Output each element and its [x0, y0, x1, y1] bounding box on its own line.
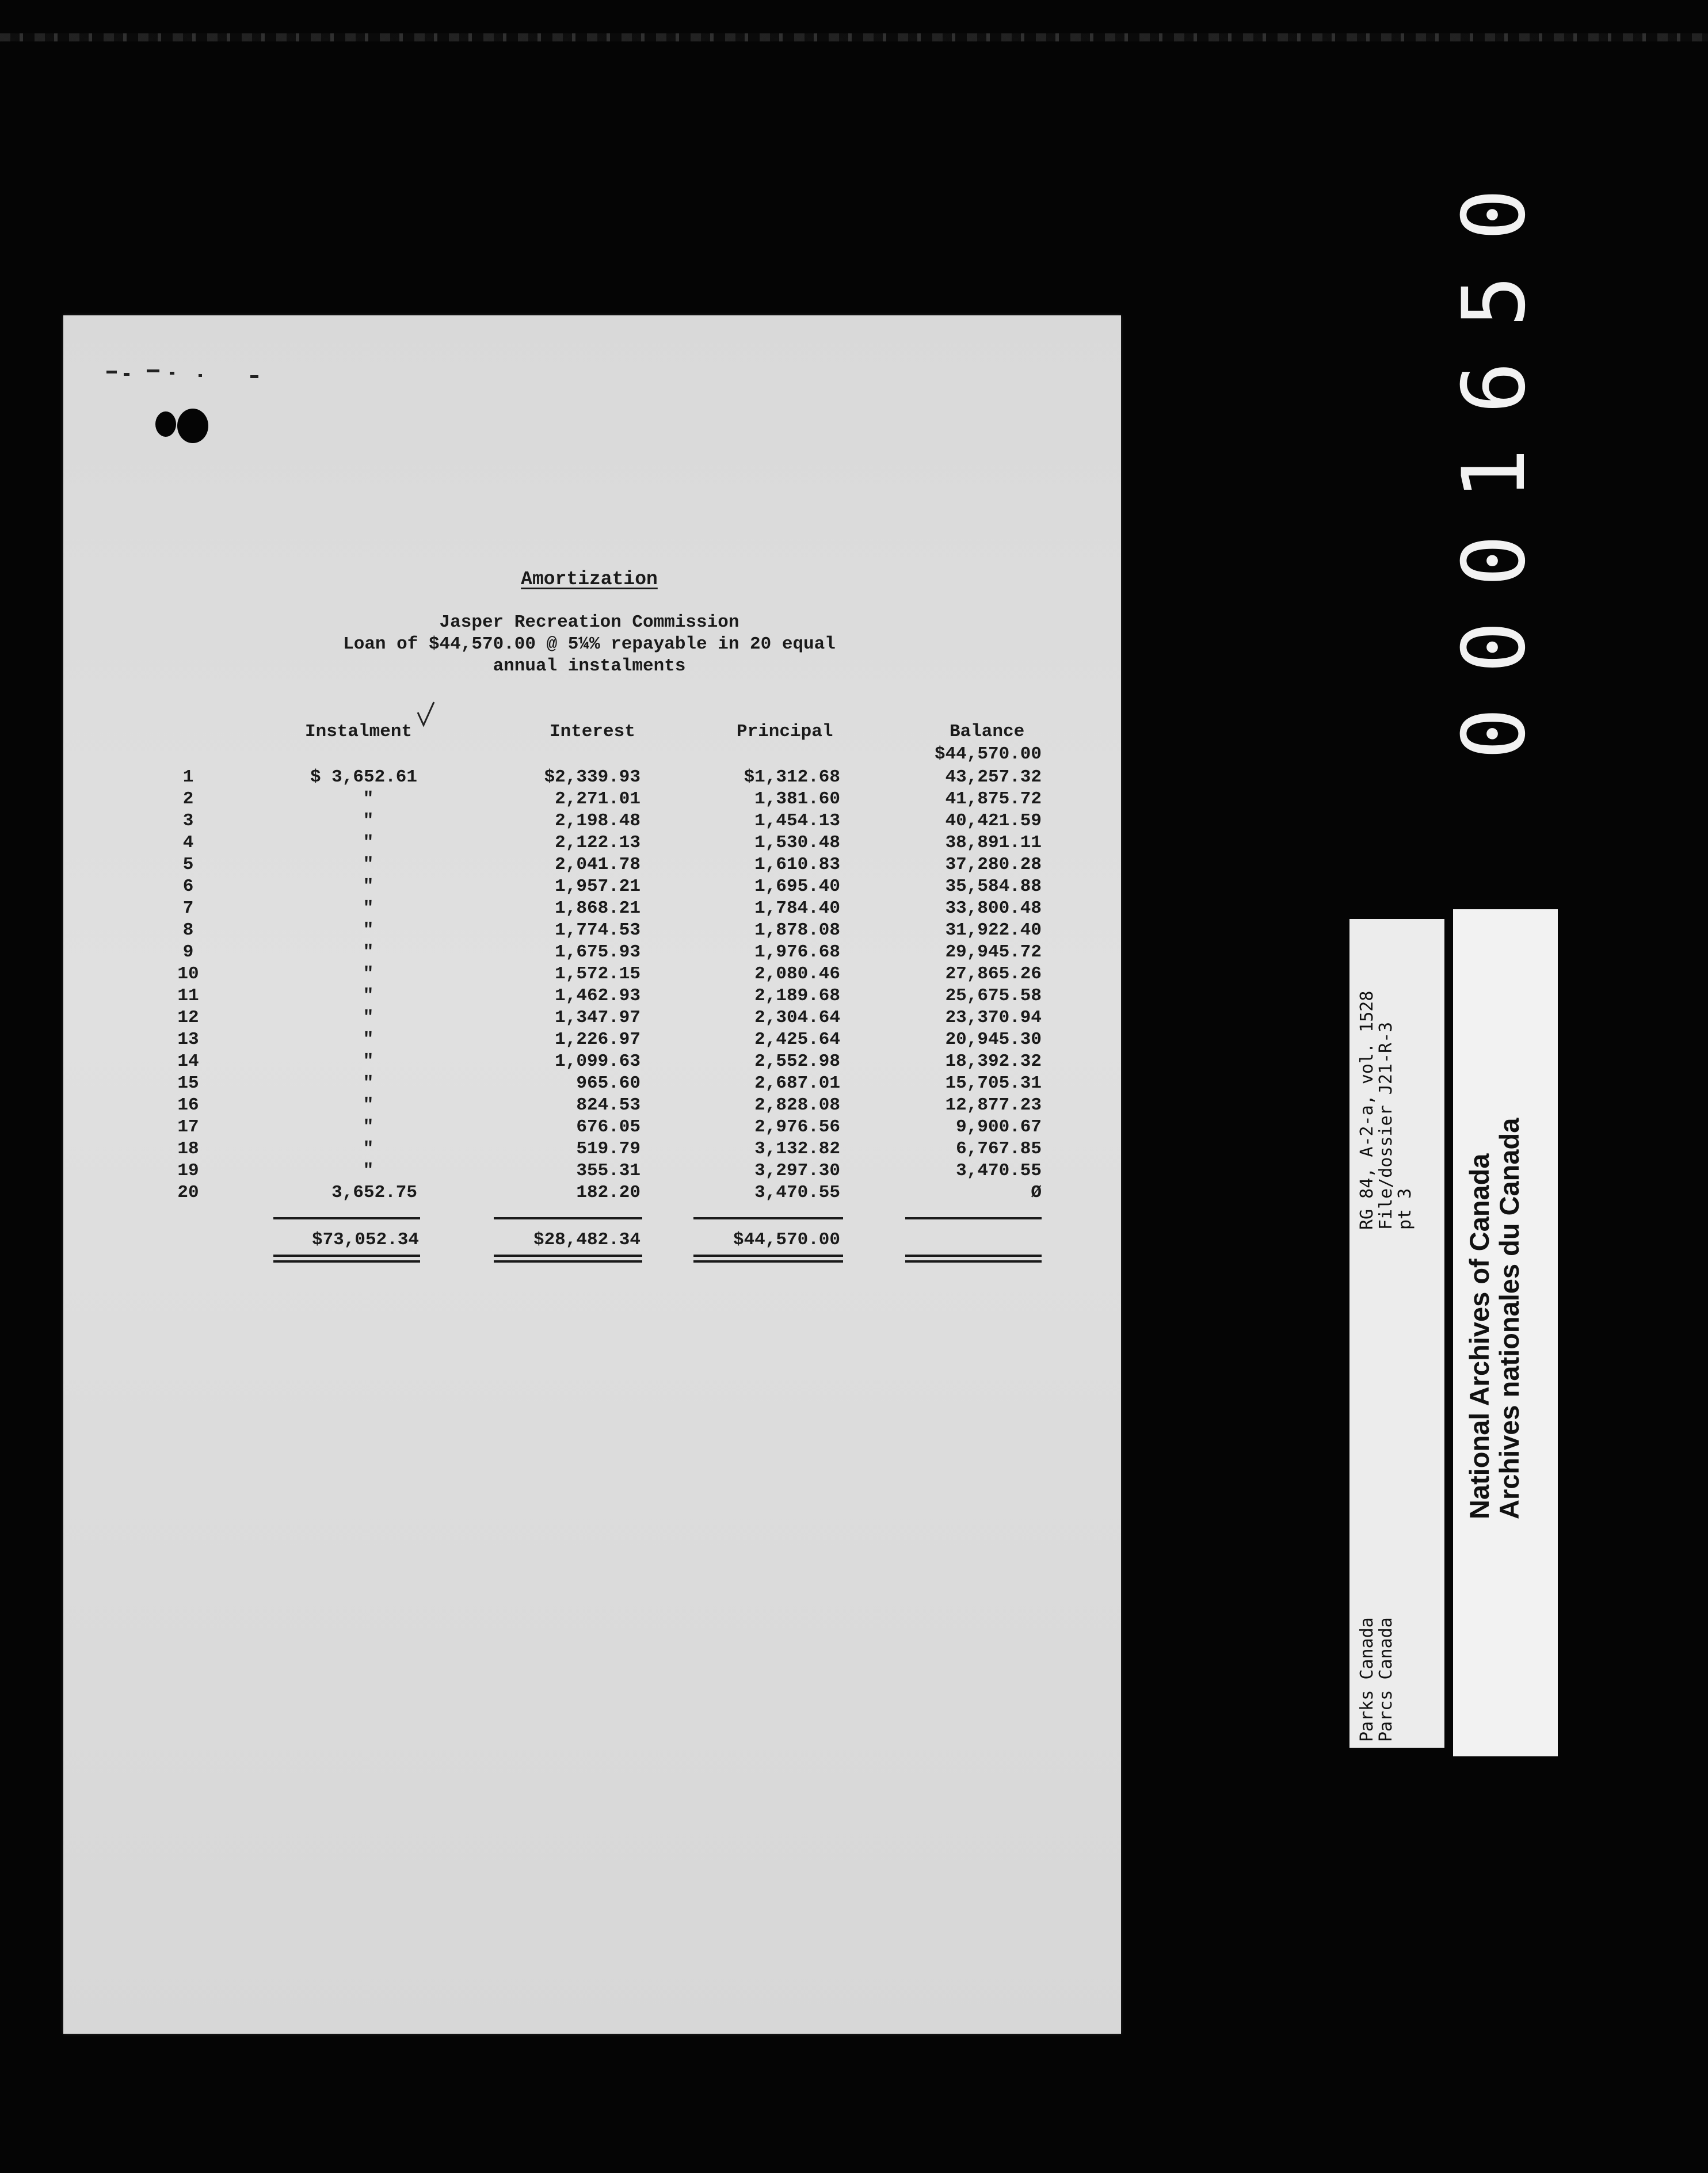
label-institution-line2: Archives nationales du Canada — [1494, 1118, 1524, 1519]
row-balance: 43,257.32 — [945, 767, 1042, 787]
header-balance: Balance — [950, 722, 1025, 742]
row-balance: 12,877.23 — [945, 1095, 1042, 1115]
row-principal: 2,687.01 — [754, 1073, 840, 1093]
row-balance: 29,945.72 — [945, 942, 1042, 962]
row-balance: 38,891.11 — [945, 833, 1042, 853]
handwritten-check-icon — [415, 700, 473, 734]
row-balance: 25,675.58 — [945, 986, 1042, 1006]
row-principal: 2,828.08 — [754, 1095, 840, 1115]
row-balance: 33,800.48 — [945, 898, 1042, 918]
row-interest: 1,957.21 — [555, 876, 640, 897]
row-instalment-ditto: " — [363, 855, 374, 875]
document-subtitle-line3: annual instalments — [493, 656, 686, 676]
row-instalment-ditto: " — [363, 1117, 374, 1137]
row-number: 15 — [177, 1073, 199, 1093]
row-balance: 9,900.67 — [956, 1117, 1042, 1137]
row-balance: 23,370.94 — [945, 1008, 1042, 1028]
row-number: 6 — [182, 876, 194, 897]
row-interest: 2,198.48 — [555, 811, 640, 831]
row-balance: 18,392.32 — [945, 1051, 1042, 1072]
total-interest: $28,482.34 — [533, 1230, 640, 1250]
row-interest: 2,122.13 — [555, 833, 640, 853]
row-balance: 6,767.85 — [956, 1139, 1042, 1159]
paper-specks — [106, 368, 273, 380]
row-balance: 3,470.55 — [956, 1161, 1042, 1181]
row-instalment-ditto: " — [363, 1095, 374, 1115]
row-interest: 519.79 — [576, 1139, 640, 1159]
film-edge-strip — [0, 33, 1708, 41]
double-rule-instalment — [273, 1255, 420, 1257]
row-balance: 27,865.26 — [945, 964, 1042, 984]
row-interest: 1,572.15 — [555, 964, 640, 984]
row-number: 8 — [182, 920, 194, 940]
row-principal: 1,454.13 — [754, 811, 840, 831]
row-instalment-ditto: " — [363, 833, 374, 853]
row-interest: 182.20 — [576, 1183, 640, 1203]
row-number: 14 — [177, 1051, 199, 1072]
row-instalment-ditto: " — [363, 964, 374, 984]
row-number: 5 — [182, 855, 194, 875]
rule-principal — [693, 1217, 843, 1219]
double-rule-balance — [905, 1260, 1042, 1263]
double-rule-principal — [693, 1260, 843, 1263]
row-number: 11 — [177, 986, 199, 1006]
label-reference-block — [1358, 991, 1415, 1230]
row-interest: 1,868.21 — [555, 898, 640, 918]
row-number: 16 — [177, 1095, 199, 1115]
row-principal: 3,470.55 — [754, 1183, 840, 1203]
row-number: 9 — [182, 942, 194, 962]
row-interest: 2,271.01 — [555, 789, 640, 809]
row-instalment-ditto: " — [363, 898, 374, 918]
row-interest: 1,774.53 — [555, 920, 640, 940]
row-principal: 1,784.40 — [754, 898, 840, 918]
row-balance: 31,922.40 — [945, 920, 1042, 940]
row-balance: 35,584.88 — [945, 876, 1042, 897]
archive-reference-label — [1349, 919, 1444, 1748]
row-number: 7 — [182, 898, 194, 918]
label-agency-line2: Parcs Canada — [1376, 1617, 1396, 1742]
row-principal: 1,610.83 — [754, 855, 840, 875]
row-principal: 2,552.98 — [754, 1051, 840, 1072]
row-interest: 676.05 — [576, 1117, 640, 1137]
row-balance: 40,421.59 — [945, 811, 1042, 831]
row-interest: 1,347.97 — [555, 1008, 640, 1028]
label-reference-line2: File/dossier J21-R-3 — [1376, 1021, 1396, 1230]
row-instalment-ditto: " — [363, 1073, 374, 1093]
punch-hole — [177, 409, 208, 443]
double-rule-balance — [905, 1255, 1042, 1257]
row-principal: 3,132.82 — [754, 1139, 840, 1159]
row-balance: 15,705.31 — [945, 1073, 1042, 1093]
row-principal: 1,976.68 — [754, 942, 840, 962]
row-interest: 355.31 — [576, 1161, 640, 1181]
row-number: 18 — [177, 1139, 199, 1159]
row-principal: $1,312.68 — [744, 767, 840, 787]
row-principal: 2,189.68 — [754, 986, 840, 1006]
row-instalment-ditto: " — [363, 876, 374, 897]
row-principal: 2,080.46 — [754, 964, 840, 984]
label-institution-block — [1465, 1118, 1524, 1519]
row-number: 1 — [182, 767, 194, 787]
document-subtitle-line1: Jasper Recreation Commission — [439, 612, 739, 632]
row-instalment-ditto: " — [363, 1008, 374, 1028]
double-rule-interest — [494, 1255, 642, 1257]
row-principal: 1,695.40 — [754, 876, 840, 897]
row-principal: 1,878.08 — [754, 920, 840, 940]
row-instalment-ditto: " — [363, 1139, 374, 1159]
row-instalment-ditto: " — [363, 986, 374, 1006]
double-rule-instalment — [273, 1260, 420, 1263]
row-balance: Ø — [1031, 1183, 1042, 1203]
row-principal: 2,976.56 — [754, 1117, 840, 1137]
row-interest: 1,099.63 — [555, 1051, 640, 1072]
row-instalment-ditto: " — [363, 789, 374, 809]
row-principal: 1,530.48 — [754, 833, 840, 853]
rule-instalment — [273, 1217, 420, 1219]
double-rule-interest — [494, 1260, 642, 1263]
row-instalment-ditto: " — [363, 811, 374, 831]
row-instalment: $ 3,652.61 — [310, 767, 417, 787]
row-interest: 1,226.97 — [555, 1030, 640, 1050]
row-balance: 20,945.30 — [945, 1030, 1042, 1050]
label-agency-line1: Parks Canada — [1357, 1617, 1377, 1742]
row-instalment-ditto: " — [363, 920, 374, 940]
row-number: 17 — [177, 1117, 199, 1137]
archive-institution-label — [1453, 909, 1558, 1756]
row-number: 4 — [182, 833, 194, 853]
row-principal: 1,381.60 — [754, 789, 840, 809]
row-interest: $2,339.93 — [544, 767, 640, 787]
row-instalment-ditto: " — [363, 1030, 374, 1050]
header-interest: Interest — [550, 722, 635, 742]
document-title: Amortization — [521, 569, 658, 590]
row-number: 13 — [177, 1030, 199, 1050]
opening-balance: $44,570.00 — [934, 744, 1042, 764]
row-number: 10 — [177, 964, 199, 984]
row-number: 19 — [177, 1161, 199, 1181]
label-agency-block — [1358, 1617, 1396, 1742]
header-principal: Principal — [737, 722, 833, 742]
row-interest: 1,675.93 — [555, 942, 640, 962]
row-principal: 2,425.64 — [754, 1030, 840, 1050]
label-reference-line3: pt 3 — [1395, 1188, 1415, 1230]
total-principal: $44,570.00 — [733, 1230, 840, 1250]
row-interest: 1,462.93 — [555, 986, 640, 1006]
document-subtitle-line2: Loan of $44,570.00 @ 5¼% repayable in 20 equal — [343, 634, 836, 654]
row-principal: 2,304.64 — [754, 1008, 840, 1028]
row-number: 2 — [182, 789, 194, 809]
row-balance: 37,280.28 — [945, 855, 1042, 875]
label-institution-line1: National Archives of Canada — [1464, 1153, 1494, 1519]
row-instalment-ditto: " — [363, 1161, 374, 1181]
punch-hole — [155, 411, 176, 437]
row-number: 12 — [177, 1008, 199, 1028]
row-instalment-ditto: " — [363, 1051, 374, 1072]
total-instalment: $73,052.34 — [311, 1230, 419, 1250]
row-interest: 965.60 — [576, 1073, 640, 1093]
double-rule-principal — [693, 1255, 843, 1257]
row-principal: 3,297.30 — [754, 1161, 840, 1181]
row-instalment-ditto: " — [363, 942, 374, 962]
rule-interest — [494, 1217, 642, 1219]
label-reference-line1: RG 84, A-2-a, vol. 1528 — [1357, 990, 1377, 1230]
row-interest: 824.53 — [576, 1095, 640, 1115]
row-instalment: 3,652.75 — [331, 1183, 417, 1203]
row-interest: 2,041.78 — [555, 855, 640, 875]
row-number: 20 — [177, 1183, 199, 1203]
row-balance: 41,875.72 — [945, 789, 1042, 809]
row-number: 3 — [182, 811, 194, 831]
rule-balance — [905, 1217, 1042, 1219]
header-instalment: Instalment — [305, 722, 413, 742]
frame-number: 0001650 — [1444, 154, 1545, 760]
